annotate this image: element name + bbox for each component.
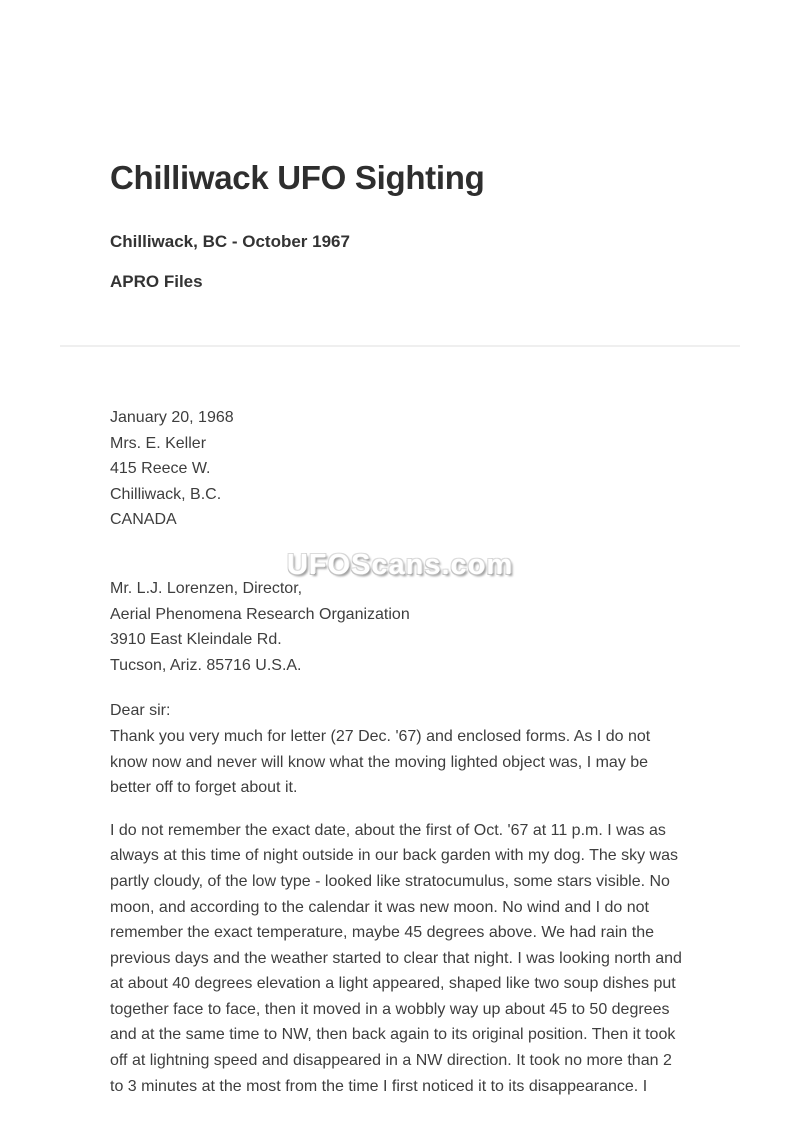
source-label: APRO Files [110, 272, 203, 291]
recipient-address: Mr. L.J. Lorenzen, Director, Aerial Phenomena Research Organization 3910 East Kleindale Rd. Tucson, Ariz. 85716 U.S.A. [110, 579, 410, 674]
letter-body [110, 405, 735, 1099]
divider [60, 345, 740, 347]
body-paragraph: I do not remember the exact date, about the first of Oct. '67 at 11 p.m. I was as always at this time of night outside in our back garden with my dog. The sky was partly cloudy, of the low type - looked like stratocumulus, some stars visible. No moon, and according to the calendar it was new moon. No wind and I do not remember the exact temperature, maybe 45 degrees above. We had rain the previous days and the weather started to clear that night. I was looking north and at about 40 degrees elevation a light appeared, shaped like two soup dishes put together face to face, then it moved in a wobbly way up about 45 to 50 degrees and at the same time to NW, then back again to its original position. Then it took off at lightning speed and disappeared in a NW direction. It took no more than 2 to 3 minutes at the most from the time I first noticed it to its disappearance. I [110, 821, 682, 1095]
page-title: Chilliwack UFO Sighting [110, 159, 485, 196]
salutation-paragraph: Dear sir: Thank you very much for letter (27 Dec. '67) and enclosed forms. As I do not know now and never will know what the moving lighted object was, I may be better off to forget about it. [110, 702, 651, 797]
page-subtitle: Chilliwack, BC - October 1967 [110, 232, 350, 251]
sender-address: January 20, 1968 Mrs. E. Keller 415 Reece W. Chilliwack, B.C. CANADA [110, 409, 234, 529]
watermark: UFOScans.com [286, 549, 514, 581]
